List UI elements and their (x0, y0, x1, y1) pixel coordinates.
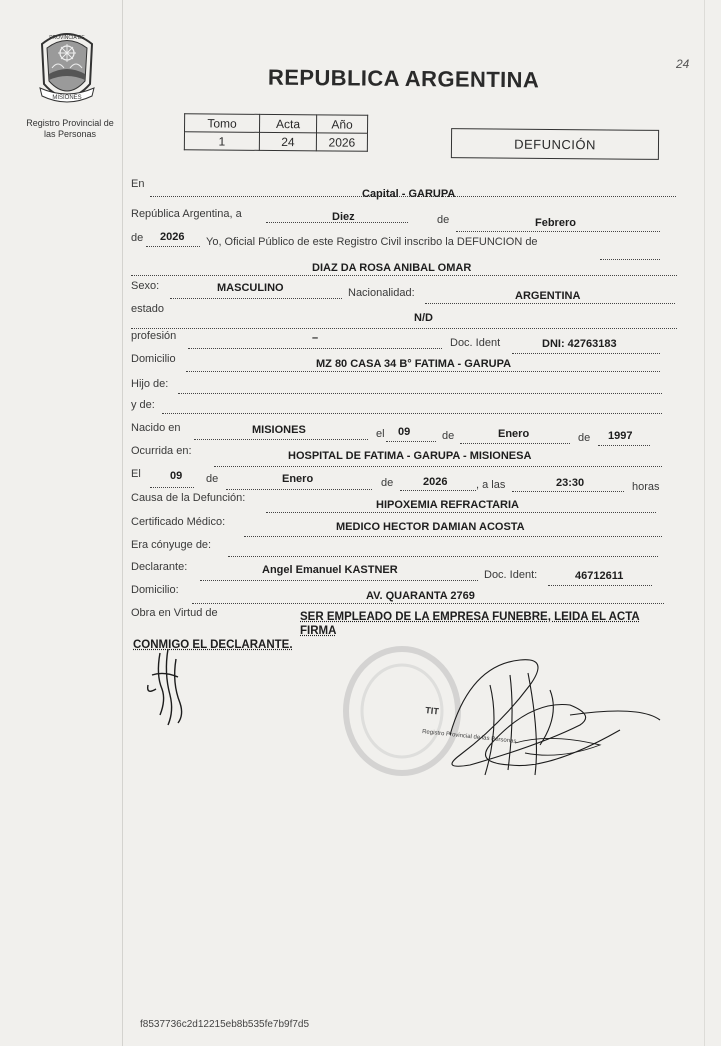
dotted-line (131, 275, 677, 276)
dotted-line (188, 348, 442, 349)
de-label: de (442, 430, 455, 442)
anio-value: 2026 (160, 231, 185, 243)
act-header-anio: Año (316, 115, 367, 133)
official-stamp-and-signature (340, 645, 670, 785)
dotted-line (460, 443, 570, 444)
dotted-line (186, 371, 660, 372)
estado-value: N/D (414, 312, 433, 324)
obra-value-line-1: SER EMPLEADO DE LA EMPRESA FUNEBRE, LEIDA EL ACTA FIRMA (300, 611, 640, 637)
de-label: de (381, 477, 394, 489)
profesion-label: profesión (131, 330, 177, 342)
domicilio-declarante-label: Domicilio: (131, 584, 179, 596)
domicilio-label: Domicilio (131, 353, 176, 365)
registry-line-2: las Personas (43, 129, 97, 139)
deceased-name: DIAZ DA ROSA ANIBAL OMAR (312, 262, 472, 274)
nacionalidad-label: Nacionalidad: (348, 287, 415, 299)
nacido-label: Nacido en (131, 422, 181, 434)
dotted-line (146, 246, 200, 247)
el-label: el (376, 428, 385, 440)
doc-label: Doc. Ident (450, 337, 501, 349)
svg-text:PROVINCIA DE: PROVINCIA DE (49, 35, 85, 41)
de-label: de (206, 473, 219, 485)
y-de-label: y de: (131, 399, 155, 411)
nac-anio-value: 1997 (608, 430, 633, 442)
binding-edge (122, 0, 123, 1046)
en-value: Capital - GARUPA (362, 188, 456, 200)
svg-text:TIT: TIT (424, 705, 440, 717)
sexo-label: Sexo: (131, 280, 160, 292)
footer-hash: f8537736c2d12215eb8b535fe7b9f7d5 (140, 1019, 310, 1030)
dotted-line (512, 353, 660, 354)
ocurrida-value: HOSPITAL DE FATIMA - GARUPA - MISIONESA (288, 450, 532, 462)
certificado-label: Certificado Médico: (131, 516, 226, 528)
estado-label: estado (131, 303, 165, 315)
act-type-box: DEFUNCIÓN (451, 128, 659, 160)
de-label: de (131, 232, 144, 244)
dia-value: Diez (332, 211, 355, 223)
el-label: El (131, 468, 141, 480)
dotted-line (512, 491, 624, 492)
doc-ident-value: 46712611 (575, 570, 624, 582)
causa-label: Causa de la Defunción: (131, 492, 246, 504)
dotted-line (425, 303, 675, 304)
obra-label: Obra en Virtud de (131, 607, 218, 619)
doc-ident-label: Doc. Ident: (484, 569, 538, 581)
dotted-line (150, 487, 194, 488)
a-las-label: , a las (476, 479, 506, 491)
dotted-line (200, 580, 478, 581)
oficial-statement: Yo, Oficial Público de este Registro Civil inscribo la DEFUNCION de (206, 236, 538, 248)
profesion-value: – (312, 332, 319, 344)
def-anio-value: 2026 (423, 476, 448, 488)
dotted-line (548, 585, 652, 586)
nac-mes-value: Enero (498, 428, 530, 440)
def-hora-value: 23:30 (556, 477, 585, 489)
de-label: de (578, 432, 591, 444)
nacionalidad-value: ARGENTINA (515, 290, 581, 302)
act-value-anio: 2026 (316, 133, 367, 151)
ocurrida-label: Ocurrida en: (131, 445, 192, 457)
sexo-value: MASCULINO (217, 282, 284, 294)
declarante-value: Angel Emanuel KASTNER (262, 564, 398, 576)
page-number: 24 (676, 57, 690, 71)
dotted-line (228, 556, 658, 557)
dotted-line (131, 328, 677, 329)
def-mes-value: Enero (282, 473, 314, 485)
mes-value: Febrero (535, 217, 576, 229)
domicilio-value: MZ 80 CASA 34 B° FATIMA - GARUPA (316, 358, 512, 370)
svg-text:MISIONES: MISIONES (52, 95, 82, 101)
dotted-line (178, 393, 662, 394)
provincial-seal-icon (34, 30, 100, 108)
en-label: En (131, 178, 145, 190)
dotted-line (192, 603, 664, 604)
dotted-line (400, 490, 476, 491)
dotted-line (170, 298, 342, 299)
declarante-label: Declarante: (131, 561, 188, 573)
certificado-value: MEDICO HECTOR DAMIAN ACOSTA (336, 521, 525, 533)
obra-value-line-2: CONMIGO EL DECLARANTE. (133, 639, 293, 651)
page-edge (704, 0, 705, 1046)
country-title: REPUBLICA ARGENTINA (267, 64, 540, 93)
act-value-acta: 24 (259, 132, 316, 150)
dotted-line (244, 536, 662, 537)
dotted-line (162, 413, 662, 414)
causa-value: HIPOXEMIA REFRACTARIA (376, 499, 519, 511)
domicilio-declarante-value: AV. QUARANTA 2769 (366, 590, 475, 602)
declarant-signature (138, 645, 198, 727)
act-value-tomo: 1 (184, 132, 259, 151)
hijo-label: Hijo de: (131, 378, 169, 390)
dotted-line (456, 231, 660, 232)
dotted-line (266, 512, 656, 513)
dotted-line (226, 489, 372, 490)
registry-line-1: Registro Provincial de (26, 118, 114, 128)
conyuge-label: Era cónyuge de: (131, 539, 212, 551)
dotted-line (598, 445, 650, 446)
republica-label: República Argentina, a (131, 208, 242, 220)
dotted-line (600, 259, 660, 260)
act-table (184, 113, 368, 152)
dotted-line (194, 439, 368, 440)
dotted-line (214, 466, 662, 467)
stamp-text: Registro Provincial de las Personas (421, 729, 517, 745)
horas-label: horas (632, 481, 660, 493)
registry-name (18, 118, 122, 140)
def-dia-value: 09 (170, 470, 183, 482)
act-header-acta: Acta (260, 114, 317, 132)
nac-dia-value: 09 (398, 426, 411, 438)
act-header-tomo: Tomo (185, 114, 260, 133)
dotted-line (386, 441, 436, 442)
de-label: de (437, 214, 450, 226)
nacido-value: MISIONES (252, 424, 306, 436)
doc-value: DNI: 42763183 (542, 338, 617, 350)
